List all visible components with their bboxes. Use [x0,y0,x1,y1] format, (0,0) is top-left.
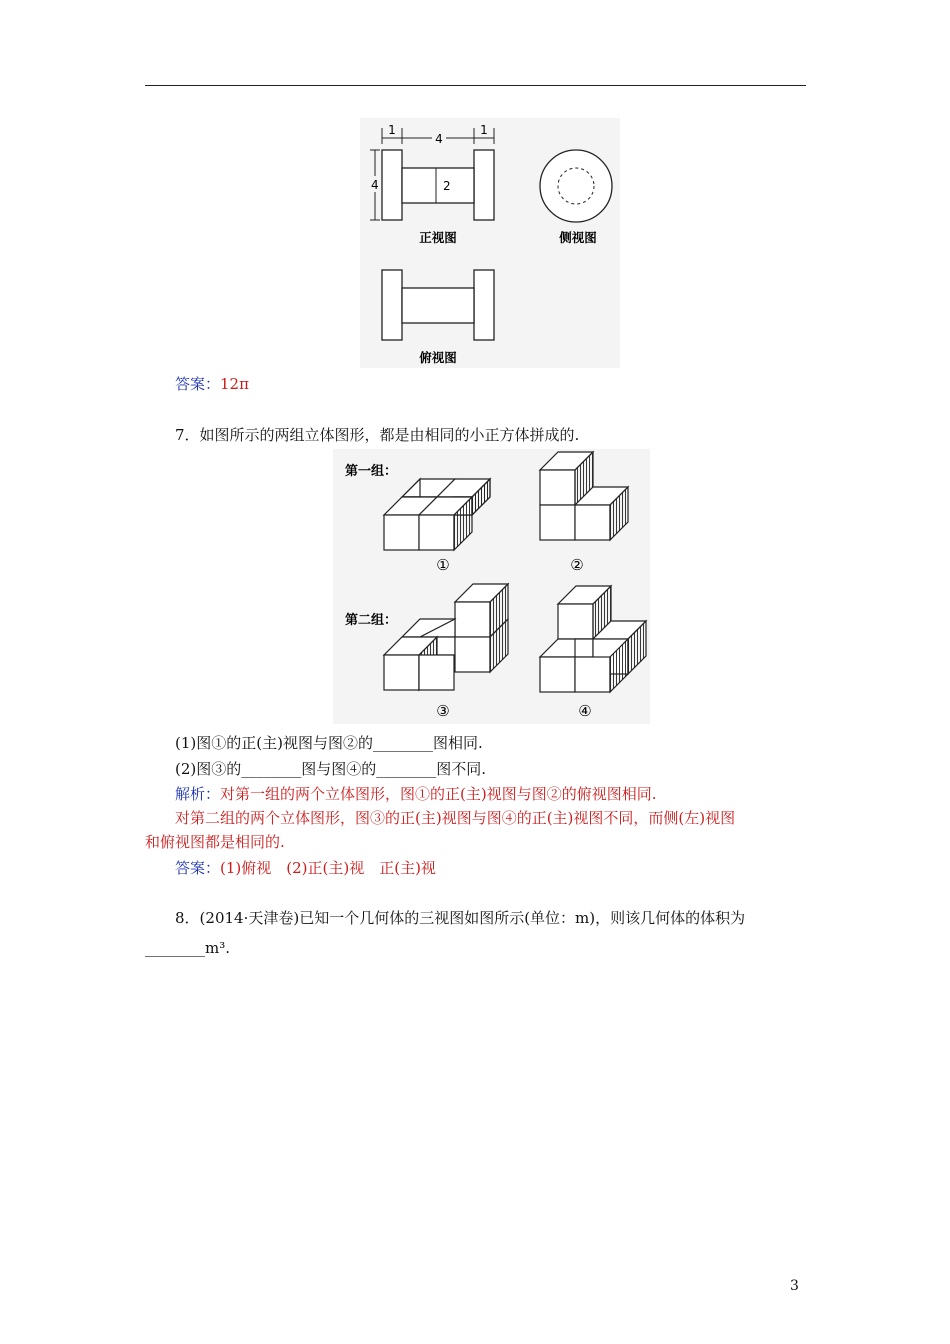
group2-label: 第二组： [345,613,398,628]
answer6-line [175,374,249,394]
analysis-line3: 和俯视图都是相同的. [145,833,285,851]
q8-line2: ________m³. [145,939,231,957]
dim-inner-label: 2 [443,179,451,193]
q7-sub2: (2)图③的________图与图④的________图不同. [175,760,487,778]
q7-sub1: (1)图①的正(主)视图与图②的________图相同. [175,734,483,752]
dim-right-label: 1 [480,123,488,137]
analysis-line2: 对第二组的两个立体图形，图③的正(主)视图与图④的正(主)视图不同，而侧(左)视图 [175,809,736,827]
q8-line1: 8．(2014·天津卷)已知一个几何体的三视图如图所示(单位：m)，则该几何体的体积为 [175,909,746,927]
dim-mid-label: 4 [435,132,443,146]
fig3-number: ③ [436,702,450,720]
fig1-number: ① [436,556,450,574]
fig2-number: ② [570,556,584,574]
dim-left-label: 1 [388,123,396,137]
dim-height-label: 4 [371,178,379,192]
q7-answer-line [175,858,436,878]
q7-answer-value: (1)俯视 (2)正(主)视 正(主)视 [220,859,436,877]
analysis-text1: 对第一组的两个立体图形，图①的正(主)视图与图②的俯视图相同. [220,785,657,803]
side-view-caption: 侧视图 [559,230,597,245]
q7-answer-label: 答案： [175,859,221,877]
header-rule [145,85,806,86]
fig4-number: ④ [578,702,592,720]
analysis-label: 解析： [175,785,221,803]
three-views-figure [360,118,620,368]
cube-groups-figure [333,449,650,724]
front-view-caption: 正视图 [419,230,457,245]
analysis-line1 [175,784,657,804]
page-number: 3 [790,1278,799,1294]
q7-stem: 7．如图所示的两组立体图形，都是由相同的小正方体拼成的. [175,426,580,444]
answer6-value: 12π [220,375,249,393]
top-view-caption: 俯视图 [419,350,457,365]
group1-label: 第一组： [345,464,398,479]
answer6-label: 答案： [175,375,221,393]
